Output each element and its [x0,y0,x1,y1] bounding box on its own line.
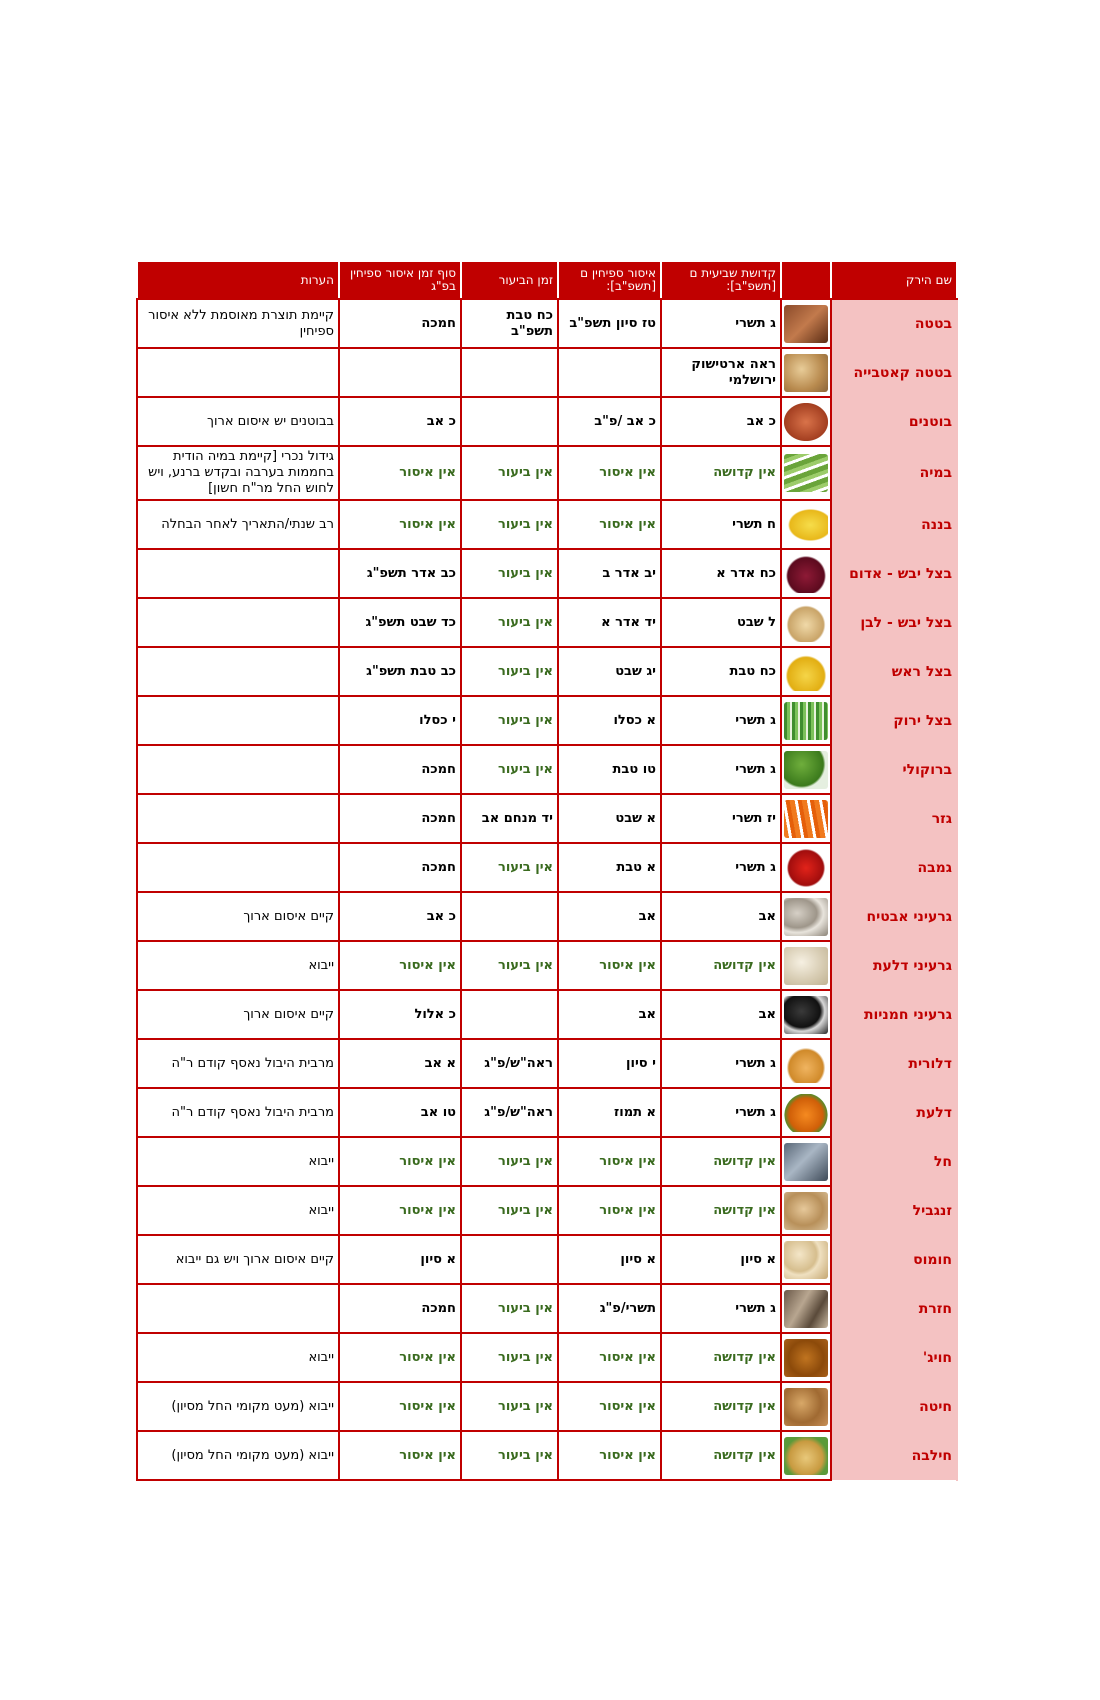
header-sefichin: איסור ספיחין ם [תשפ"ב]: [558,261,661,299]
sefichin-date: טו טבת [558,745,661,794]
sefichin-date: א שבט [558,794,661,843]
produce-name: בצל יבש - אדום [831,549,957,598]
biur-date: אין ביעור [461,941,558,990]
end-date: אין איסור [339,1137,461,1186]
produce-image [781,549,831,598]
end-date: חמכה [339,1284,461,1333]
table-row [137,348,957,397]
ginger-icon [784,1192,828,1230]
horseradish-icon [784,1290,828,1328]
sunflower-seeds-icon [784,996,828,1034]
kedusha-date: כח אדר א [661,549,781,598]
kedusha-date: אין קדושה [661,1382,781,1431]
end-date: אין איסור [339,500,461,549]
produce-name: חילבה [831,1431,957,1480]
biur-date: אין ביעור [461,1382,558,1431]
notes: גידול נכרי [קיימת במיה הודית בחממות בערבה ובקדש ברנע, ויש לחוש החל מר"ח חשון] [137,446,339,500]
fenugreek-icon [784,1437,828,1475]
table-row [137,1186,957,1235]
table-row [137,500,957,549]
notes [137,549,339,598]
kedusha-date: ג תשרי [661,696,781,745]
biur-date: אין ביעור [461,843,558,892]
sefichin-date [558,348,661,397]
biur-date: אין ביעור [461,598,558,647]
kedusha-date: אב [661,990,781,1039]
notes [137,598,339,647]
notes [137,696,339,745]
notes: ייבוא (מעט מקומי החל מסיון) [137,1382,339,1431]
kedusha-date: ג תשרי [661,299,781,348]
table-row [137,696,957,745]
sefichin-date: יב אדר ב [558,549,661,598]
header-name: שם הירק [831,261,957,299]
butternut-squash-icon [784,1045,828,1083]
produce-image [781,843,831,892]
banana-icon [784,506,828,544]
biur-date: אין ביעור [461,549,558,598]
produce-name: חזרת [831,1284,957,1333]
sefichin-date: י סיון [558,1039,661,1088]
biur-date: ראה"ש/פ"ג [461,1088,558,1137]
table-row [137,794,957,843]
biur-date: אין ביעור [461,696,558,745]
notes [137,1284,339,1333]
table-row [137,1382,957,1431]
produce-image [781,500,831,549]
biur-date: אין ביעור [461,500,558,549]
kedusha-date: יז תשרי [661,794,781,843]
table-row [137,1137,957,1186]
notes: קיים איסום ארוך ויש גם ייבוא [137,1235,339,1284]
spice-mix-icon [784,1339,828,1377]
biur-date [461,397,558,446]
sefichin-date: א כסלו [558,696,661,745]
produce-name: גמבה [831,843,957,892]
produce-image [781,446,831,500]
produce-name: חויג' [831,1333,957,1382]
end-date: כב טבת תשפ"ג [339,647,461,696]
produce-image [781,299,831,348]
header-end-date: סוף זמן איסור ספיחין בפ"ג [339,261,461,299]
biur-date: כח טבת תשפ"ב [461,299,558,348]
notes: מרבית היבול נאסף קודם ר"ה [137,1039,339,1088]
produce-name: דלעת [831,1088,957,1137]
biur-date [461,1235,558,1284]
kedusha-date: כח טבת [661,647,781,696]
produce-image [781,1088,831,1137]
produce-name: זנגביל [831,1186,957,1235]
produce-name: בצל יבש - לבן [831,598,957,647]
kedusha-date: ג תשרי [661,745,781,794]
produce-image [781,941,831,990]
produce-name: בטטה קאטבייה [831,348,957,397]
kedusha-date: אין קדושה [661,446,781,500]
end-date: אין איסור [339,1333,461,1382]
produce-image [781,892,831,941]
produce-name: חיטה [831,1382,957,1431]
header-biur: זמן הביעור [461,261,558,299]
end-date: טו אב [339,1088,461,1137]
produce-name: חל [831,1137,957,1186]
table-row [137,549,957,598]
kedusha-date: ל שבט [661,598,781,647]
sefichin-date: אין איסור [558,1186,661,1235]
biur-date: אין ביעור [461,647,558,696]
table-row [137,843,957,892]
end-date: י כסלו [339,696,461,745]
end-date [339,348,461,397]
green-onion-icon [784,702,828,740]
table-row [137,598,957,647]
produce-name: גרעיני דלעת [831,941,957,990]
produce-name: גרעיני אבטיח [831,892,957,941]
table-row [137,892,957,941]
table-row [137,397,957,446]
biur-date: יד מנחם אב [461,794,558,843]
biur-date [461,892,558,941]
notes [137,647,339,696]
produce-name: במיה [831,446,957,500]
kedusha-date: כ אב [661,397,781,446]
end-date: כ אלול [339,990,461,1039]
notes: ייבוא [137,1186,339,1235]
end-date: א סיון [339,1235,461,1284]
sefichin-date: אב [558,892,661,941]
wheat-icon [784,1388,828,1426]
watermelon-seeds-icon [784,898,828,936]
table-row [137,941,957,990]
table-row [137,1235,957,1284]
end-date: כב אדר תשפ"ג [339,549,461,598]
red-pepper-icon [784,849,828,887]
notes: קיימת תוצרת מאוסמת ללא איסור ספיחין [137,299,339,348]
produce-image [781,745,831,794]
notes [137,794,339,843]
kedusha-date: ראה ארטישוק ירושלמי [661,348,781,397]
header-row [137,261,957,299]
sefichin-date: יג שבט [558,647,661,696]
notes: רב שנתי/התאריך לאחר הבחלה [137,500,339,549]
notes [137,843,339,892]
kedusha-date: ג תשרי [661,1088,781,1137]
sefichin-date: טז סיון תשפ"ב [558,299,661,348]
header-kedusha: קדושת שביעית ם [תשפ"ב]: [661,261,781,299]
table-row [137,446,957,500]
kedusha-date: א סיון [661,1235,781,1284]
produce-name: ברוקולי [831,745,957,794]
produce-image [781,397,831,446]
kedusha-date: אין קדושה [661,1333,781,1382]
sefichin-date: אין איסור [558,1382,661,1431]
biur-date [461,348,558,397]
produce-image [781,990,831,1039]
sefichin-date: א תמוז [558,1088,661,1137]
end-date: חמכה [339,299,461,348]
table-row [137,1284,957,1333]
kedusha-date: ג תשרי [661,843,781,892]
produce-name: בננה [831,500,957,549]
pumpkin-seeds-icon [784,947,828,985]
header-image [781,261,831,299]
end-date: כ אב [339,397,461,446]
sweet-potato-red-icon [784,403,828,441]
produce-name: בצל ירוק [831,696,957,745]
notes: ייבוא [137,1333,339,1382]
chickpeas-icon [784,1241,828,1279]
pumpkin-icon [784,1094,828,1132]
biur-date: אין ביעור [461,1137,558,1186]
kedusha-date: אין קדושה [661,1431,781,1480]
yellow-onion-icon [784,653,828,691]
kedusha-date: אין קדושה [661,941,781,990]
end-date: אין איסור [339,446,461,500]
produce-image [781,1284,831,1333]
red-onion-icon [784,555,828,593]
vinegar-icon [784,1143,828,1181]
sefichin-date: יד אדר א [558,598,661,647]
produce-image [781,647,831,696]
sefichin-date: כ אב /פ"ב [558,397,661,446]
produce-image [781,1431,831,1480]
produce-image [781,696,831,745]
biur-date: אין ביעור [461,1284,558,1333]
sefichin-date: א סיון [558,1235,661,1284]
table-row [137,647,957,696]
biur-date [461,990,558,1039]
kedusha-date: אב [661,892,781,941]
sefichin-date: תשרי/פ"ג [558,1284,661,1333]
sefichin-date: א טבת [558,843,661,892]
end-date: אין איסור [339,1431,461,1480]
broccoli-icon [784,751,828,789]
kedusha-date: אין קדושה [661,1186,781,1235]
produce-image [781,1137,831,1186]
table-row [137,990,957,1039]
produce-name: חומוס [831,1235,957,1284]
produce-image [781,348,831,397]
end-date: אין איסור [339,1186,461,1235]
end-date: כ אב [339,892,461,941]
notes: מרבית היבול נאסף קודם ר"ה [137,1088,339,1137]
end-date: אין איסור [339,941,461,990]
table-row [137,299,957,348]
okra-icon [784,454,828,492]
biur-date: אין ביעור [461,1431,558,1480]
end-date: אין איסור [339,1382,461,1431]
end-date: חמכה [339,843,461,892]
produce-image [781,1382,831,1431]
notes: ייבוא [137,1137,339,1186]
produce-name: בטטה [831,299,957,348]
shmita-produce-table [136,260,958,1481]
biur-date: אין ביעור [461,1333,558,1382]
produce-image [781,1235,831,1284]
notes: ייבוא (מעט מקומי החל מסיון) [137,1431,339,1480]
biur-date: אין ביעור [461,1186,558,1235]
biur-date: ראה"ש/פ"ג [461,1039,558,1088]
produce-name: גזר [831,794,957,843]
table-row [137,1039,957,1088]
end-date: חמכה [339,745,461,794]
notes: בבוטנים יש איסום ארוך [137,397,339,446]
kedusha-date: ג תשרי [661,1039,781,1088]
end-date: כד שבט תשפ"ג [339,598,461,647]
produce-image [781,794,831,843]
table-row [137,1333,957,1382]
produce-image [781,1333,831,1382]
produce-name: גרעיני חמניות [831,990,957,1039]
sefichin-date: אב [558,990,661,1039]
notes: קיים איסום ארוך [137,990,339,1039]
sefichin-date: אין איסור [558,1333,661,1382]
notes: ייבוא [137,941,339,990]
header-notes: הערות [137,261,339,299]
produce-name: בוטנים [831,397,957,446]
jerusalem-artichoke-icon [784,354,828,392]
produce-image [781,1186,831,1235]
sweet-potato-icon [784,305,828,343]
kedusha-date: ג תשרי [661,1284,781,1333]
sefichin-date: אין איסור [558,1137,661,1186]
produce-name: בצל ראש [831,647,957,696]
end-date: חמכה [339,794,461,843]
notes [137,348,339,397]
notes [137,745,339,794]
end-date: א אב [339,1039,461,1088]
notes: קיים איסום ארוך [137,892,339,941]
kedusha-date: אין קדושה [661,1137,781,1186]
kedusha-date: ח תשרי [661,500,781,549]
table-row [137,745,957,794]
sefichin-date: אין איסור [558,1431,661,1480]
produce-table-sheet [136,260,956,1481]
sefichin-date: אין איסור [558,941,661,990]
produce-image [781,1039,831,1088]
biur-date: אין ביעור [461,745,558,794]
white-onion-icon [784,604,828,642]
sefichin-date: אין איסור [558,446,661,500]
carrot-icon [784,800,828,838]
sefichin-date: אין איסור [558,500,661,549]
biur-date: אין ביעור [461,446,558,500]
table-row [137,1088,957,1137]
produce-image [781,598,831,647]
table-row [137,1431,957,1480]
produce-name: דלורית [831,1039,957,1088]
